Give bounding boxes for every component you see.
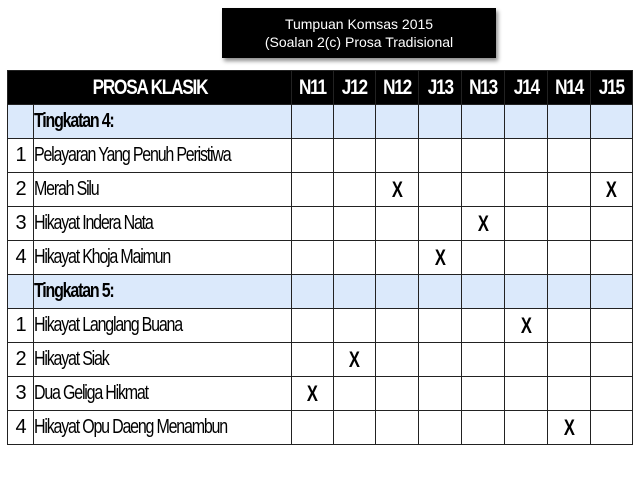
mark-cell <box>505 139 548 173</box>
row-number: 3 <box>8 207 34 241</box>
mark-cell <box>292 241 334 275</box>
mark-cell <box>505 411 548 445</box>
mark-cell <box>334 411 376 445</box>
mark-cell <box>548 173 591 207</box>
mark-cell <box>462 241 505 275</box>
mark-cell <box>376 139 419 173</box>
mark-cell <box>548 139 591 173</box>
title-box <box>222 8 496 58</box>
mark-cell <box>419 411 462 445</box>
mark-cell <box>334 241 376 275</box>
mark-cell <box>591 241 633 275</box>
section-mark-cell <box>376 275 419 309</box>
table-row <box>8 377 633 411</box>
mark-cell <box>419 309 462 343</box>
section-mark-cell <box>419 275 462 309</box>
title-line-2: (Soalan 2(c) Prosa Tradisional <box>264 34 454 50</box>
title-line-1: Tumpuan Komsas 2015 <box>284 16 434 32</box>
mark-cell: X <box>505 309 548 343</box>
mark-cell <box>334 139 376 173</box>
table-row <box>8 173 633 207</box>
section-mark-cell <box>462 105 505 139</box>
mark-cell <box>591 309 633 343</box>
mark-cell <box>376 241 419 275</box>
row-number: 1 <box>8 139 34 173</box>
row-title: Hikayat Siak <box>34 343 292 377</box>
section-mark-cell <box>334 105 376 139</box>
table-header-row <box>8 71 633 105</box>
mark-cell <box>462 309 505 343</box>
header-col-1: J12 <box>334 71 376 105</box>
section-mark-cell <box>419 105 462 139</box>
mark-cell: X <box>462 207 505 241</box>
header-col-0: N11 <box>292 71 334 105</box>
row-number: 3 <box>8 377 34 411</box>
mark-cell <box>334 377 376 411</box>
section-label: Tingkatan 5: <box>34 275 292 309</box>
mark-cell <box>292 411 334 445</box>
mark-cell <box>376 343 419 377</box>
mark-cell: X <box>591 173 633 207</box>
header-col-2: N12 <box>376 71 419 105</box>
table-row <box>8 343 633 377</box>
section-row <box>8 105 633 139</box>
section-mark-cell <box>462 275 505 309</box>
mark-cell <box>334 309 376 343</box>
mark-cell <box>292 309 334 343</box>
row-title: Merah Silu <box>34 173 292 207</box>
mark-cell <box>505 377 548 411</box>
row-title: Hikayat Indera Nata <box>34 207 292 241</box>
mark-cell <box>591 411 633 445</box>
mark-cell <box>548 207 591 241</box>
mark-cell <box>376 377 419 411</box>
table-row <box>8 309 633 343</box>
table-row <box>8 139 633 173</box>
mark-cell <box>334 173 376 207</box>
mark-cell <box>462 343 505 377</box>
mark-cell <box>591 207 633 241</box>
table-row <box>8 241 633 275</box>
mark-cell <box>548 377 591 411</box>
section-mark-cell <box>292 275 334 309</box>
mark-cell <box>292 139 334 173</box>
prosa-klasik-table <box>7 70 633 445</box>
header-col-3: J13 <box>419 71 462 105</box>
mark-cell <box>292 173 334 207</box>
table-body <box>8 105 633 445</box>
section-row <box>8 275 633 309</box>
mark-cell: X <box>334 343 376 377</box>
section-mark-cell <box>548 105 591 139</box>
mark-cell <box>462 139 505 173</box>
row-title: Hikayat Opu Daeng Menambun <box>34 411 292 445</box>
mark-cell <box>548 241 591 275</box>
row-title: Dua Geliga Hikmat <box>34 377 292 411</box>
row-number: 2 <box>8 173 34 207</box>
row-title: Pelayaran Yang Penuh Peristiwa <box>34 139 292 173</box>
mark-cell: X <box>292 377 334 411</box>
mark-cell <box>462 411 505 445</box>
mark-cell <box>505 241 548 275</box>
mark-cell <box>591 343 633 377</box>
section-mark-cell <box>292 105 334 139</box>
header-col-7: J15 <box>591 71 633 105</box>
mark-cell <box>334 207 376 241</box>
mark-cell <box>376 207 419 241</box>
header-col-4: N13 <box>462 71 505 105</box>
section-mark-cell <box>505 275 548 309</box>
mark-cell: X <box>548 411 591 445</box>
mark-cell <box>548 343 591 377</box>
section-mark-cell <box>548 275 591 309</box>
mark-cell <box>591 139 633 173</box>
header-col-6: N14 <box>548 71 591 105</box>
mark-cell <box>376 411 419 445</box>
mark-cell <box>591 377 633 411</box>
row-title: Hikayat Khoja Maimun <box>34 241 292 275</box>
section-mark-cell <box>376 105 419 139</box>
header-col-5: J14 <box>505 71 548 105</box>
section-label: Tingkatan 4: <box>34 105 292 139</box>
section-mark-cell <box>591 275 633 309</box>
mark-cell <box>292 207 334 241</box>
mark-cell <box>505 343 548 377</box>
section-mark-cell <box>591 105 633 139</box>
mark-cell <box>505 207 548 241</box>
row-number: 2 <box>8 343 34 377</box>
mark-cell <box>419 343 462 377</box>
table-row <box>8 411 633 445</box>
row-number: 4 <box>8 241 34 275</box>
mark-cell: X <box>419 241 462 275</box>
section-mark-cell <box>505 105 548 139</box>
mark-cell <box>462 377 505 411</box>
section-number-cell <box>8 275 34 309</box>
mark-cell <box>419 377 462 411</box>
mark-cell <box>419 173 462 207</box>
section-mark-cell <box>334 275 376 309</box>
row-title: Hikayat Langlang Buana <box>34 309 292 343</box>
section-number-cell <box>8 105 34 139</box>
mark-cell <box>548 309 591 343</box>
mark-cell <box>462 173 505 207</box>
table-row <box>8 207 633 241</box>
row-number: 4 <box>8 411 34 445</box>
mark-cell <box>419 207 462 241</box>
mark-cell <box>292 343 334 377</box>
mark-cell <box>376 309 419 343</box>
mark-cell: X <box>376 173 419 207</box>
mark-cell <box>419 139 462 173</box>
header-prosa-klasik: PROSA KLASIK <box>8 71 292 105</box>
row-number: 1 <box>8 309 34 343</box>
mark-cell <box>505 173 548 207</box>
